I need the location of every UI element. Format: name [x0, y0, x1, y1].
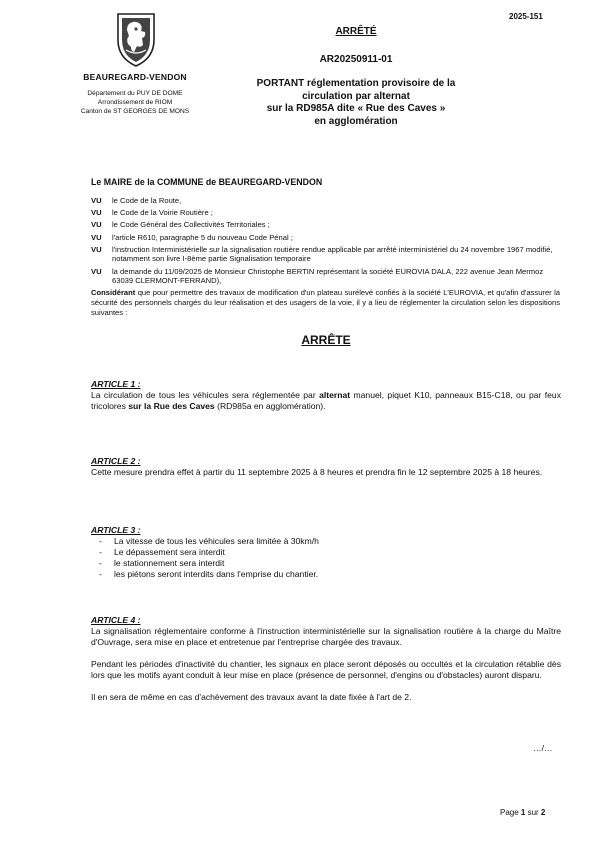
- vu-list: [91, 196, 560, 317]
- admin-line: Canton de ST GEORGES DE MONS: [80, 108, 190, 115]
- vu-text: le Code Général des Collectivités Territoriales ;: [112, 220, 270, 230]
- article-2: [91, 456, 561, 478]
- document-reference: 2025-151: [509, 12, 543, 21]
- article-heading: ARTICLE 2 :: [91, 456, 141, 466]
- list-item-text: La vitesse de tous les véhicules sera limitée à 30km/h: [114, 536, 319, 546]
- heading-line: sur la RD985A dite « Rue des Caves »: [266, 103, 446, 114]
- list-item-text: Le dépassement sera interdit: [114, 547, 225, 557]
- text-run: (RD985a en agglomération).: [214, 401, 326, 411]
- article-heading: ARTICLE 3 :: [91, 525, 141, 535]
- list-item: - le stationnement sera interdit: [99, 558, 225, 568]
- article-heading: ARTICLE 4 :: [91, 615, 141, 625]
- vu-item: [91, 245, 560, 264]
- vu-item: [91, 233, 560, 243]
- arrete-number: AR20250911-01: [319, 54, 393, 65]
- vu-keyword: VU: [91, 266, 102, 276]
- admin-line: Arrondissement de RIOM: [97, 99, 173, 106]
- page-number: [500, 808, 545, 817]
- arrete-title: ARRÊTÉ: [335, 26, 377, 37]
- page-middle: sur: [525, 808, 541, 817]
- admin-line: Département du PUY DE DOME: [87, 90, 183, 97]
- vu-item: [91, 220, 560, 230]
- current-page: 1: [520, 808, 526, 817]
- article-text: Cette mesure prendra effet à partir du 11 septembre 2025 à 8 heures et prendra fin le 12 septembre 2025 à 18 heures.: [91, 467, 543, 477]
- article-3: [91, 525, 561, 580]
- heading-line: PORTANT réglementation provisoire de la: [256, 78, 456, 89]
- article-text: [91, 390, 561, 412]
- vu-text: la demande du 11/09/2025 de Monsieur Christophe BERTIN représentant la société EUROVIA DALA, 222 avenue Jean Mermoz 63039 CLERMONT-FERRAND),: [112, 266, 544, 286]
- commune-crest-icon: [112, 10, 160, 68]
- vu-item: [91, 208, 560, 218]
- vu-text: le Code de la Route,: [112, 196, 182, 205]
- list-item: - les piétons seront interdits dans l'emprise du chantier.: [99, 569, 319, 579]
- page-prefix: Page: [500, 808, 521, 817]
- article-heading: ARTICLE 1 :: [91, 379, 141, 389]
- vu-keyword: VU: [91, 220, 102, 230]
- arrete-heading: [246, 78, 466, 128]
- vu-item: [91, 196, 560, 206]
- bold-run: alternat: [319, 390, 351, 400]
- vu-text: le Code de la Voirie Routière ;: [112, 208, 213, 218]
- vu-keyword: VU: [91, 232, 102, 242]
- heading-line: en agglomération: [314, 115, 398, 127]
- vu-item: [91, 267, 560, 286]
- administrative-info: [70, 89, 200, 116]
- mayor-line: Le MAIRE de la COMMUNE de BEAUREGARD-VENDON: [91, 177, 323, 187]
- list-item-text: le stationnement sera interdit: [114, 558, 225, 568]
- heading-line: circulation par alternat: [302, 90, 410, 102]
- list-item-text: les piétons seront interdits dans l'emprise du chantier.: [114, 569, 319, 579]
- title-block: [246, 26, 466, 65]
- article-text: Pendant les périodes d'inactivité du chantier, les signaux en place seront déposés ou occultés et la circulation rétablie dès lors que les motifs ayant conduit à leur mise en place (présence de personnel, d'engins ou d'obstacles) auront disparu.: [91, 659, 561, 680]
- text-run: manuel, piquet K10, panneaux B15-C18, ou par feux tricolores: [91, 390, 561, 411]
- vu-keyword: VU: [91, 244, 102, 254]
- vu-keyword: VU: [91, 196, 102, 205]
- considerant-paragraph: [91, 288, 560, 317]
- considerant-text: que pour permettre des travaux de modification d'un plateau surélevé confiés à la société L'EUROVIA, et qu'afin d'assurer la sécurité des personnels chargés du leur réalisation et des usagers de la voie, il y a lieu de réglementer la circulation selon les dispositions suivantes :: [91, 288, 560, 317]
- bold-run: sur la Rue des Caves: [128, 401, 215, 411]
- article-4: [91, 615, 561, 703]
- vu-text: l'instruction Interministérielle sur la signalisation routière rendue applicable par arrêté interministériel du 24 novembre 1967 modifié, notamment son livre I-8ème partie Signalisation temporaire: [112, 244, 553, 264]
- article-bullet-list: [91, 536, 561, 580]
- article-text: La signalisation réglementaire conforme à l'instruction interministérielle sur la signalisation routière à la charge du Maître d'Ouvrage, sera mise en place et entretenue par l'entreprise chargée des travaux.: [91, 626, 561, 647]
- total-pages: 2: [540, 808, 546, 817]
- arrete-section-title: ARRÊTE: [301, 333, 351, 347]
- article-1: [91, 379, 561, 412]
- vu-text: l'article R610, paragraphe 5 du nouveau Code Pénal ;: [112, 232, 293, 242]
- list-item: - Le dépassement sera interdit: [99, 547, 225, 557]
- considerant-keyword: Considérant: [91, 288, 136, 298]
- text-run: La circulation de tous les véhicules sera réglementée par: [91, 390, 320, 400]
- article-text: Il en sera de même en cas d'achèvement des travaux avant la date fixée à l'art de 2.: [91, 692, 412, 702]
- commune-name: BEAUREGARD-VENDON: [83, 72, 187, 82]
- list-item: - La vitesse de tous les véhicules sera limitée à 30km/h: [99, 536, 319, 546]
- continuation-mark: …/…: [533, 743, 553, 753]
- vu-keyword: VU: [91, 208, 102, 218]
